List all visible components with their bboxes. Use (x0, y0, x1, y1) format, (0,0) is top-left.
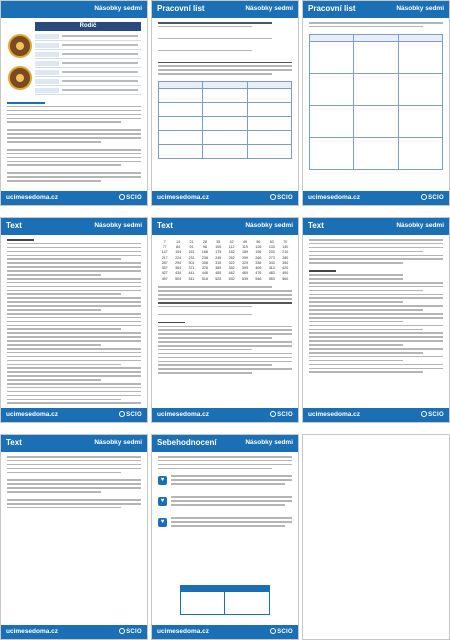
page-6[interactable] (302, 217, 450, 423)
page-body (158, 456, 292, 621)
emblem-icon (8, 66, 32, 90)
page-9-blank[interactable] (302, 434, 450, 640)
page-8[interactable] (151, 434, 299, 640)
footer-site: ucimesedoma.cz (308, 411, 361, 418)
self-assessment-row (158, 475, 292, 491)
page-3[interactable] (302, 0, 450, 206)
card-table (35, 32, 141, 95)
table-cell: 14 (176, 239, 181, 244)
table-cell: 224 (175, 255, 182, 260)
page-header-topic: Násobky sedmi (245, 5, 293, 12)
table-cell: 245 (215, 255, 222, 260)
page-body (309, 22, 443, 187)
page-header (303, 1, 449, 18)
table-cell: 63 (269, 239, 274, 244)
emblem-icon (8, 34, 32, 58)
table-cell: 399 (242, 266, 249, 271)
table-cell: 518 (201, 276, 208, 281)
page-header-topic: Násobky sedmi (396, 222, 444, 229)
table-cell: 203 (268, 250, 275, 255)
parent-card (7, 22, 141, 98)
self-assessment-row (158, 496, 292, 512)
logo-circle-icon (270, 628, 276, 634)
table-cell: 126 (255, 244, 262, 249)
table-cell: 497 (161, 276, 168, 281)
page-7[interactable] (0, 434, 148, 640)
table-cell: 196 (255, 250, 262, 255)
page-body (309, 239, 443, 404)
page-header-title: Sebehodnocení (157, 438, 217, 447)
worksheet-table (309, 34, 443, 170)
page-4[interactable] (0, 217, 148, 423)
table-cell: 21 (189, 239, 194, 244)
table-cell: 147 (161, 250, 168, 255)
heart-icon: ♥ (158, 518, 167, 527)
footer-site: ucimesedoma.cz (157, 411, 210, 418)
table-cell: 133 (268, 244, 275, 249)
table-cell: 427 (161, 271, 168, 276)
scio-logo: SCIO (119, 411, 142, 418)
page-header (152, 1, 298, 18)
page-header-topic: Násobky sedmi (245, 439, 293, 446)
table-cell: 315 (215, 260, 222, 265)
page-header (1, 1, 147, 18)
scio-logo: SCIO (421, 411, 444, 418)
table-row (158, 276, 292, 281)
table-cell: 266 (255, 255, 262, 260)
footer-site: ucimesedoma.cz (6, 411, 59, 418)
signature-cell[interactable] (225, 592, 269, 614)
page-header-topic: Násobky sedmi (94, 5, 142, 12)
page-body (158, 22, 292, 187)
table-cell: 7 (163, 239, 166, 244)
table-cell: 301 (188, 260, 195, 265)
page-2[interactable] (151, 0, 299, 206)
page-body (7, 22, 141, 187)
table-cell: 182 (228, 250, 235, 255)
table-cell: 420 (282, 266, 289, 271)
page-header-title: Pracovní list (157, 4, 205, 13)
table-cell: 308 (201, 260, 208, 265)
page-header-title: Text (308, 221, 324, 230)
intro-text (158, 456, 292, 469)
table-cell: 231 (188, 255, 195, 260)
footer-site: ucimesedoma.cz (6, 194, 59, 201)
table-cell: 504 (175, 276, 182, 281)
page-header-topic: Násobky sedmi (245, 222, 293, 229)
table-cell: 455 (215, 271, 222, 276)
table-cell: 322 (228, 260, 235, 265)
page-footer (303, 191, 449, 205)
table-cell: 532 (228, 276, 235, 281)
table-cell: 217 (161, 255, 168, 260)
table-cell: 175 (215, 250, 222, 255)
text-block (309, 239, 443, 373)
logo-circle-icon (270, 411, 276, 417)
page-header (1, 218, 147, 235)
logo-circle-icon (270, 194, 276, 200)
scio-logo: SCIO (270, 411, 293, 418)
table-cell: 546 (255, 276, 262, 281)
logo-circle-icon (119, 628, 125, 634)
table-cell: 210 (282, 250, 289, 255)
text-block (7, 239, 141, 404)
footer-site: ucimesedoma.cz (157, 194, 210, 201)
footer-site: ucimesedoma.cz (6, 628, 59, 635)
table-cell: 364 (175, 266, 182, 271)
table-cell: 490 (282, 271, 289, 276)
table-cell: 392 (228, 266, 235, 271)
page-header (1, 435, 147, 452)
text-block (158, 286, 292, 373)
table-cell: 56 (256, 239, 261, 244)
page-footer (152, 191, 298, 205)
heart-icon: ♥ (158, 497, 167, 506)
table-cell: 287 (161, 260, 168, 265)
table-cell: 525 (215, 276, 222, 281)
page-footer (1, 408, 147, 422)
table-cell: 511 (188, 276, 195, 281)
signature-box[interactable] (180, 585, 270, 615)
scio-logo: SCIO (270, 194, 293, 201)
task-block (158, 22, 292, 81)
table-cell: 371 (188, 266, 195, 271)
table-cell: 77 (162, 244, 167, 249)
page-header (303, 218, 449, 235)
table-cell: 280 (282, 255, 289, 260)
page-header-title: Text (6, 438, 22, 447)
page-header-title: Pracovní list (308, 4, 356, 13)
table-cell: 252 (228, 255, 235, 260)
table-cell: 294 (175, 260, 182, 265)
table-cell: 42 (229, 239, 234, 244)
table-cell: 469 (242, 271, 249, 276)
multiples-of-seven-table (158, 239, 292, 281)
table-cell: 448 (201, 271, 208, 276)
table-cell: 483 (268, 271, 275, 276)
page-1[interactable] (0, 0, 148, 206)
table-cell: 35 (216, 239, 221, 244)
logo-circle-icon (421, 411, 427, 417)
table-cell: 98 (202, 244, 207, 249)
task-block (309, 22, 443, 34)
scio-logo: SCIO (421, 194, 444, 201)
table-cell: 539 (242, 276, 249, 281)
card-title: Rodič (35, 22, 141, 31)
page-header-topic: Násobky sedmi (94, 222, 142, 229)
footer-site: ucimesedoma.cz (157, 628, 210, 635)
page-body (158, 239, 292, 404)
table-cell: 28 (202, 239, 207, 244)
page-footer (152, 408, 298, 422)
page-header-topic: Násobky sedmi (94, 439, 142, 446)
table-cell: 273 (268, 255, 275, 260)
table-cell: 168 (201, 250, 208, 255)
table-cell: 434 (175, 271, 182, 276)
scio-logo: SCIO (119, 194, 142, 201)
page-footer (1, 191, 147, 205)
worksheet-table (158, 81, 292, 159)
table-cell: 70 (283, 239, 288, 244)
table-cell: 119 (242, 244, 248, 249)
table-cell: 462 (228, 271, 235, 276)
page-body (7, 239, 141, 404)
page-header-topic: Násobky sedmi (396, 5, 444, 12)
table-cell: 49 (243, 239, 248, 244)
table-cell: 329 (242, 260, 249, 265)
signature-cell[interactable] (181, 592, 225, 614)
page-header (152, 435, 298, 452)
table-cell: 560 (282, 276, 289, 281)
page-5[interactable] (151, 217, 299, 423)
table-cell: 357 (161, 266, 168, 271)
table-cell: 238 (201, 255, 208, 260)
page-footer (1, 625, 147, 639)
table-cell: 350 (282, 260, 289, 265)
self-assessment-row (158, 517, 292, 533)
footer-site: ucimesedoma.cz (308, 194, 361, 201)
page-header (152, 218, 298, 235)
heart-icon: ♥ (158, 476, 167, 485)
table-cell: 161 (188, 250, 195, 255)
table-cell: 441 (188, 271, 195, 276)
page-footer (152, 625, 298, 639)
table-cell: 189 (242, 250, 249, 255)
page-body (7, 456, 141, 621)
table-cell: 259 (242, 255, 249, 260)
table-cell: 336 (255, 260, 262, 265)
table-cell: 343 (268, 260, 275, 265)
table-cell: 140 (282, 244, 289, 249)
table-cell: 154 (175, 250, 182, 255)
table-cell: 406 (255, 266, 262, 271)
table-cell: 413 (268, 266, 275, 271)
page-footer (303, 408, 449, 422)
table-cell: 112 (228, 244, 235, 249)
page-header-title: Text (157, 221, 173, 230)
table-cell: 553 (268, 276, 275, 281)
logo-circle-icon (119, 411, 125, 417)
logo-circle-icon (119, 194, 125, 200)
table-cell: 105 (215, 244, 222, 249)
text-block (7, 102, 141, 187)
scio-logo: SCIO (270, 628, 293, 635)
page-header-title: Text (6, 221, 22, 230)
table-cell: 378 (201, 266, 208, 271)
table-cell: 476 (255, 271, 262, 276)
table-cell: 385 (215, 266, 222, 271)
text-block (7, 456, 141, 508)
table-cell: 84 (176, 244, 181, 249)
logo-circle-icon (421, 194, 427, 200)
scio-logo: SCIO (119, 628, 142, 635)
table-cell: 91 (189, 244, 194, 249)
